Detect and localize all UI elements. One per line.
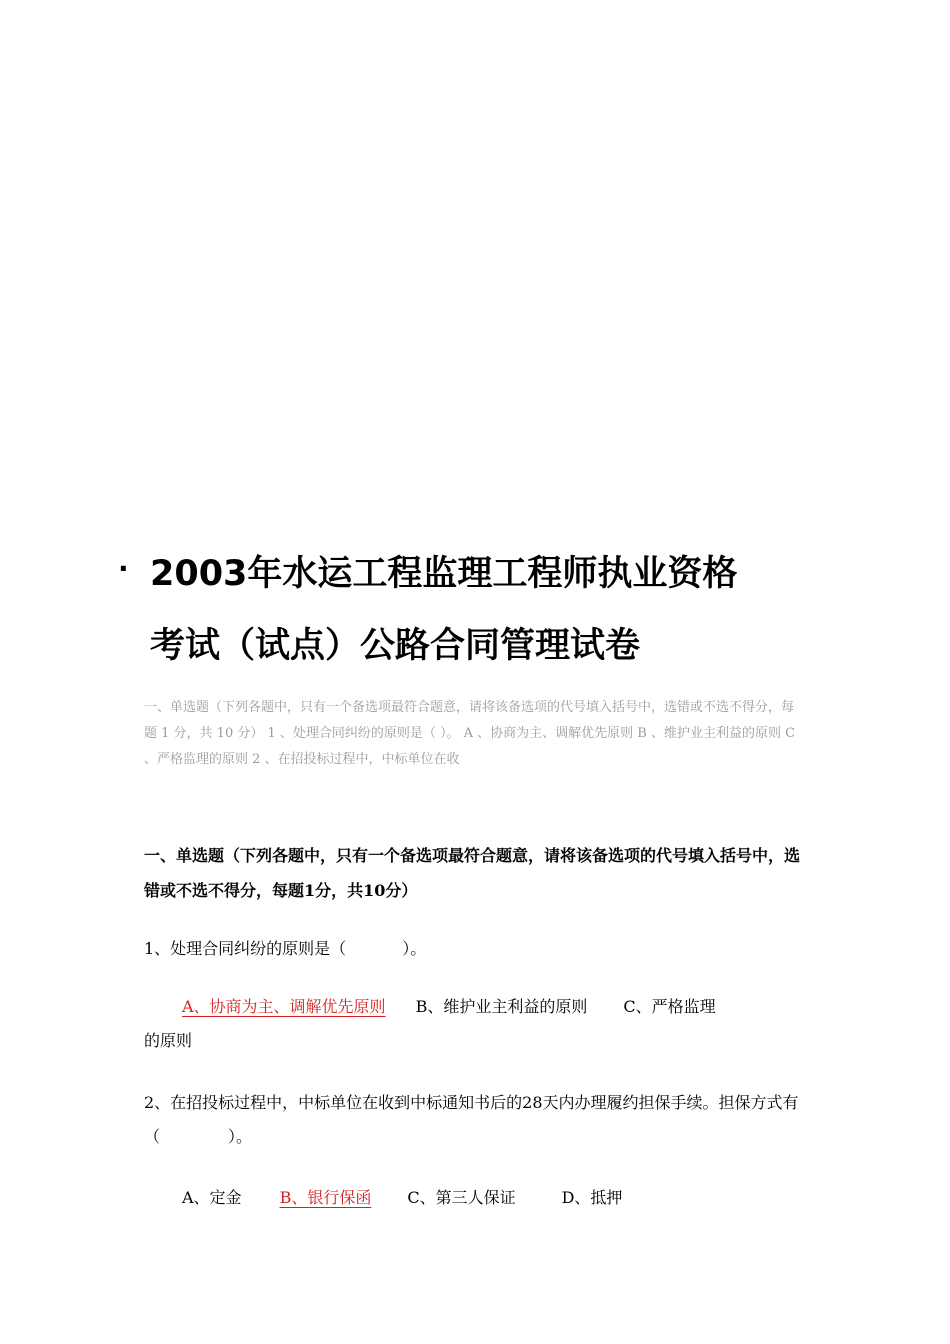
question-2-option-c: C、第三人保证 (407, 1188, 516, 1207)
question-1-stem-end: ）。 (402, 939, 427, 958)
question-2-stem-end: ）。 (228, 1127, 253, 1146)
page-title (150, 538, 810, 682)
question-2-options (144, 1181, 804, 1215)
question-1-option-c-part2: 的原则 (144, 1031, 193, 1050)
question-2-option-d: D、抵押 (561, 1188, 623, 1207)
summary-paragraph: 一、单选题（下列各题中，只有一个备选项最符合题意，请将该备选项的代号填入括号中，选错或不选不得分，每题 1 分，共 10 分） 1 、处理合同纠纷的原则是（ ）。 A 、协商为主、调解优先原则 B 、维护业主利益的原则 C 、严格监理的原则 2 、在招投标过程中，中标单位在收 (144, 700, 796, 767)
section-heading: 一、单选题（下列各题中，只有一个备选项最符合题意，请将该备选项的代号填入括号中，选错或不选不得分，每题1分，共10分） (144, 846, 801, 900)
title-bullet: · (118, 552, 129, 585)
question-2-option-b: B、银行保函 (279, 1188, 372, 1207)
question-2-option-a: A、定金 (182, 1188, 242, 1207)
question-2-stem-text: 2、在招投标过程中，中标单位在收到中标通知书后的28天内办理履约担保手续。担保方式有（ (144, 1093, 799, 1146)
question-1-stem-text: 1、处理合同纠纷的原则是（ (144, 939, 347, 958)
question-1-stem (144, 932, 804, 966)
question-1-option-b: B、维护业主利益的原则 (415, 997, 588, 1016)
question-1-options (144, 990, 804, 1058)
title-line-2: 考试（试点）公路合同管理试卷 (150, 626, 641, 666)
question-2-stem (144, 1086, 804, 1154)
question-1-option-a: A、协商为主、调解优先原则 (182, 997, 386, 1016)
title-line-1: 2003年水运工程监理工程师执业资格 (150, 554, 738, 594)
question-1-option-c-part1: C、严格监理 (623, 997, 716, 1016)
